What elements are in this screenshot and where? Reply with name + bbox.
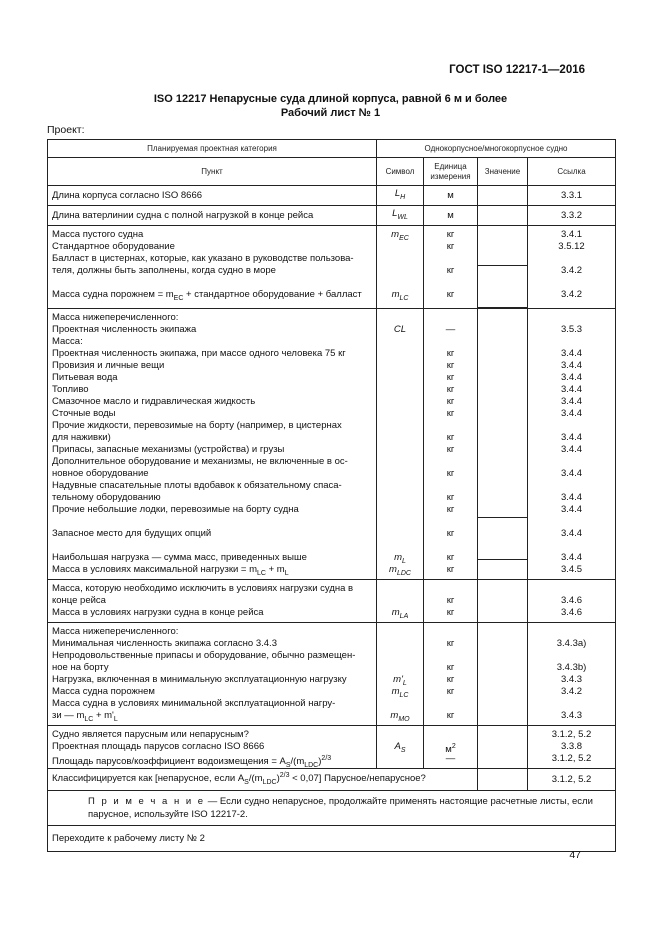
row-waterline-length: Длина ватерлинии судна с полной нагрузкой в конце рейса — [48, 206, 377, 226]
load-symbols: CL $m_L$ $m_{LDC}$ — [377, 309, 424, 580]
sailing-units: $м^2$ — — [424, 726, 478, 769]
classification-value[interactable] — [478, 769, 528, 791]
reference: 3.3.2 — [528, 206, 616, 226]
departure-mass-symbols: $m_{LA}$ — [377, 580, 424, 623]
min-operating-values[interactable] — [478, 623, 528, 726]
note-text: — Если судно непарусное, продолжайте применять настоящие расчетные листы, если парусное, используйте ISO 12217-2. — [88, 796, 593, 820]
worksheet-table — [47, 139, 616, 852]
unit-m: м — [424, 186, 478, 206]
design-category-header: Планируемая проектная категория — [48, 140, 377, 158]
classification-reference: 3.1.2, 5.2 — [528, 769, 616, 791]
title-line-1: ISO 12217 Непарусные суда длиной корпуса, равной 6 м и более — [153, 93, 508, 105]
departure-mass-items: Масса, которую необходимо исключить в условиях нагрузки судна в конце рейса Масса в условиях нагрузки судна в конце рейса — [48, 580, 377, 623]
light-craft-items: Масса пустого судна Стандартное оборудование Балласт в цистернах, которые, как указано в руководстве пользова- теля, должны быть заполнены, когда судно в море Масса судна порожнем = $m_{EC}$ + стандартное оборудование + балласт — [48, 226, 377, 309]
title-line-2: Рабочий лист № 1 — [280, 107, 381, 119]
value-column-header: Значение — [478, 158, 528, 186]
min-operating-units: кг кг кг кг кг — [424, 623, 478, 726]
reference: 3.3.1 — [528, 186, 616, 206]
item-column-header: Пункт — [48, 158, 377, 186]
page-number: 47 — [569, 849, 581, 861]
sailing-values[interactable] — [478, 726, 528, 769]
project-label: Проект: — [47, 124, 85, 136]
hull-type-header: Однокорпусное/многокорпусное судно — [377, 140, 616, 158]
departure-mass-values[interactable] — [478, 580, 528, 623]
standard-code: ГОСТ ISO 12217-1—2016 — [449, 64, 585, 76]
light-craft-units: кг кг кг кг — [424, 226, 478, 309]
unit-m: м — [424, 206, 478, 226]
sailing-references: 3.1.2, 5.2 3.3.8 3.1.2, 5.2 — [528, 726, 616, 769]
symbol-lh: $L_H$ — [377, 186, 424, 206]
note-label: П р и м е ч а н и е — [88, 796, 206, 807]
note — [48, 791, 616, 826]
value-cell[interactable] — [478, 186, 528, 206]
departure-mass-references: 3.4.6 3.4.6 — [528, 580, 616, 623]
unit-column-header: Единица измерения — [424, 158, 478, 186]
symbol-column-header: Символ — [377, 158, 424, 186]
symbol-lwl: $L_{WL}$ — [377, 206, 424, 226]
classification-row: Классифицируется как [непарусное, если $A_S/(m_{LDC})^{2/3} < 0,07$] Парусное/непарусное? — [48, 769, 478, 791]
light-craft-symbols: $m_{EC}$ $m_{LC}$ — [377, 226, 424, 309]
reference-column-header: Ссылка — [528, 158, 616, 186]
min-operating-references: 3.4.3a) 3.4.3b) 3.4.3 3.4.2 3.4.3 — [528, 623, 616, 726]
next-worksheet: Переходите к рабочему листу № 2 — [48, 826, 616, 852]
load-units: — кг кг кг кг кг кг кг кг кг кг кг кг кг кг — [424, 309, 478, 580]
departure-mass-units: кг кг — [424, 580, 478, 623]
load-references: 3.5.3 3.4.4 3.4.4 3.4.4 3.4.4 3.4.4 3.4.4 3.4.4 3.4.4 3.4.4 3.4.4 3.4.4 3.4.4 3.4.4 3.4.5 — [528, 309, 616, 580]
min-operating-symbols: $m'_L$ $m_{LC}$ $m_{MO}$ — [377, 623, 424, 726]
sailing-items: Судно является парусным или непарусным? Проектная площадь парусов согласно ISO 8666 Площадь парусов/коэффициент водоизмещения = $A_S/(m_{LDC})^{2/3}$ — [48, 726, 377, 769]
load-items: Масса нижеперечисленного: Проектная численность экипажа Масса: Проектная численность экипажа, при массе одного человека 75 кг Провизия и личные вещи Питьевая вода Топливо Смазочное масло и гидравлическая жидкость Сточные воды Прочие жидкости, перевозимые на борту (например, в цистернах для наживки) Припасы, запасные механизмы (устройства) и грузы Дополнительное оборудование и механизмы, не включенные в ос- новное оборудование Надувные спасательные плоты вдобавок к обязательному спаса- тельному оборудованию Прочие небольшие лодки, перевозимые на борту судна Запасное место для будущих опций Наибольшая нагрузка — сумма масс, приведенных выше Масса в условиях максимальной нагрузки = $m_{LC} + m_L$ — [48, 309, 377, 580]
light-craft-references: 3.4.1 3.5.12 3.4.2 3.4.2 — [528, 226, 616, 309]
value-cell[interactable] — [478, 206, 528, 226]
light-craft-values[interactable] — [478, 226, 528, 309]
row-hull-length: Длина корпуса согласно ISO 8666 — [48, 186, 377, 206]
sailing-symbols: $A_S$ — [377, 726, 424, 769]
min-operating-items: Масса нижеперечисленного: Минимальная численность экипажа согласно 3.4.3 Непродовольственные припасы и оборудование, обычно размещен- ное на борту Нагрузка, включенная в минимальную эксплуатационную нагрузку Масса судна порожнем Масса судна в условиях минимальной эксплуатационной нагру- зи — $m_{LC} + m'_L$ — [48, 623, 377, 726]
load-values[interactable] — [478, 309, 528, 580]
document-title — [0, 92, 661, 120]
